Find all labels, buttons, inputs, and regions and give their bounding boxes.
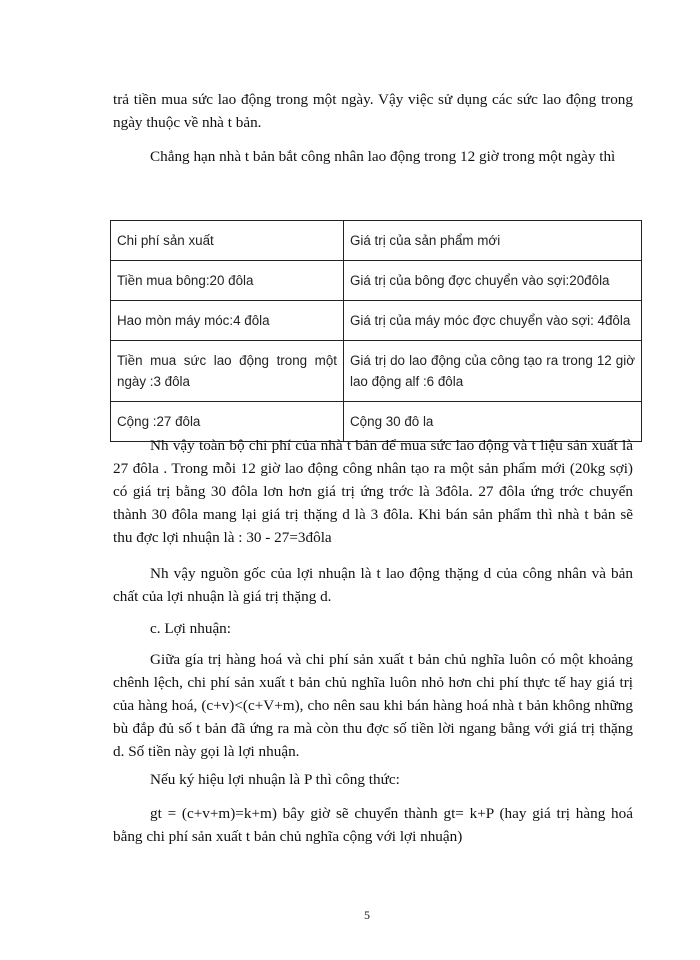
table-cell: Cộng 30 đô la: [344, 402, 642, 442]
table-row: [111, 301, 642, 341]
table-row: [111, 261, 642, 301]
section-heading: c. Lợi nhuận:: [150, 620, 231, 637]
table-cell: Giá trị do lao động của công tạo ra trong 12 giờ lao động alf :6 đôla: [344, 341, 642, 402]
paragraph-7: gt = (c+v+m)=k+m) bây giờ sẽ chuyển thành gt= k+P (hay giá trị hàng hoá bằng chi phí sản xuất t bản chủ nghĩa cộng với lợi nhuận): [113, 805, 633, 845]
cost-value-table: [110, 220, 642, 442]
paragraph-3: Nh vậy toàn bộ chi phí của nhà t bản để mua sức lao động và t liệu sản xuất là 27 đôla . Trong mỗi 12 giờ lao động công nhân tạo ra một sản phẩm mới (20kg sợi) có giá trị bằng 30 đôla lơn hơn giá trị ứng trớc là 3đôla. 27 đôla ứng trớc chuyển thành 30 đôla mang lại giá trị thặng d là 3 đôla. Khi bán sản phẩm thì nhà t bản sẽ thu đợc lợi nhuận là : 30 - 27=3đôla: [113, 437, 633, 546]
table-cell: Hao mòn máy móc:4 đôla: [111, 301, 344, 341]
table-cell: Giá trị của bông đợc chuyển vào sợi:20đôla: [344, 261, 642, 301]
paragraph-2: Chẳng hạn nhà t bản bắt công nhân lao động trong 12 giờ trong một ngày thì: [150, 148, 616, 165]
paragraph-6: Nếu ký hiệu lợi nhuận là P thì công thức:: [150, 771, 400, 788]
table-cell: Tiền mua bông:20 đôla: [111, 261, 344, 301]
paragraph-1: trả tiền mua sức lao động trong một ngày. Vậy việc sử dụng các sức lao động trong ngày thuộc về nhà t bản.: [113, 91, 633, 131]
table-row: [111, 221, 642, 261]
page-number: 5: [364, 908, 370, 922]
table-cell: Chi phí sản xuất: [111, 221, 344, 261]
table-cell: Giá trị của sản phẩm mới: [344, 221, 642, 261]
table-row: [111, 341, 642, 402]
table-cell: Cộng :27 đôla: [111, 402, 344, 442]
paragraph-5: Giữa gía trị hàng hoá và chi phí sản xuất t bản chủ nghĩa luôn có một khoảng chênh lệch, chi phí sản xuất t bản chủ nghĩa luôn nhỏ hơn chi phí thực tế hay giá trị của hàng hoá, (c+v)<(c+V+m), cho nên sau khi bán hàng hoá nhà t bản không những bù đắp đủ số t bản đã ứng ra mà còn thu đợc số tiền lời ngang bằng với giá trị thặng d. Số tiền này gọi là lợi nhuận.: [113, 651, 633, 760]
paragraph-4: Nh vậy nguồn gốc của lợi nhuận là t lao động thặng d của công nhân và bản chất của lợi nhuận là giá trị thặng d.: [113, 565, 633, 605]
table-cell: Tiền mua sức lao động trong một ngày :3 đôla: [111, 341, 344, 402]
table-cell: Giá trị của máy móc đợc chuyển vào sợi: 4đôla: [344, 301, 642, 341]
